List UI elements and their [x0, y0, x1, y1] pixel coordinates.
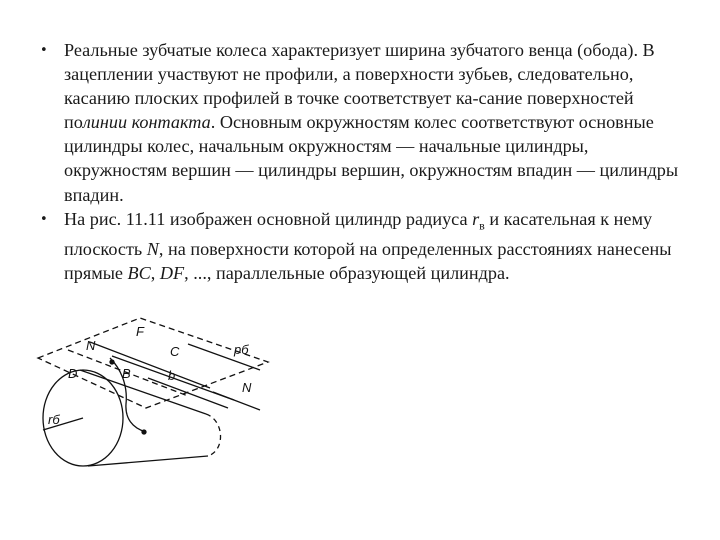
label-b-point: B	[122, 366, 131, 381]
text-run: ,	[150, 263, 160, 284]
bullet-text-2	[64, 207, 680, 286]
bullet-marker: •	[40, 211, 48, 227]
subscript: в	[479, 218, 485, 233]
text-run-italic: DF	[159, 263, 185, 284]
label-d: D	[68, 366, 78, 381]
text-run: , ..., параллельные образующей цилиндра.	[184, 263, 510, 284]
bullet-item-1	[40, 38, 680, 207]
text-run-italic: r	[472, 208, 480, 229]
bullet-text-1	[64, 38, 680, 207]
bullet-item-2	[40, 207, 680, 286]
label-rb: rб	[48, 412, 60, 427]
plane-n-arrow	[213, 392, 260, 410]
text-run: и касательная к нему плоскость	[64, 208, 653, 260]
text-run-italic: BC	[127, 263, 151, 284]
label-n-right: N	[242, 380, 252, 395]
text-run: . Основным окружностям колес соответствуют основные цилиндры колес, начальным окружностям — начальные цилиндры, окружностям вершин — цилиндры вершин, окружностям впадин — цилиндры впадин.	[64, 112, 679, 205]
text-run-italic: N	[146, 239, 159, 260]
label-n-left: N	[86, 338, 96, 353]
point-bottom	[142, 430, 146, 434]
label-f: F	[136, 324, 144, 339]
text-run-italic: линии контакта	[82, 112, 211, 133]
text-run: , на поверхности которой на определенных расстояниях нанесены прямые	[64, 239, 672, 284]
text-run: Реальные зубчатые колеса характеризует ширина зубчатого венца (обода). В зацеплении участвуют не профили, а поверхности зубьев, следовательно, касанию плоских профилей в точке соответствует ка-сание поверхностей по	[64, 40, 655, 133]
dim-pb	[188, 344, 260, 370]
label-c: C	[170, 344, 180, 359]
bullet-list	[40, 38, 680, 286]
label-b-width: b	[168, 368, 176, 383]
cylinder-back-face	[206, 414, 221, 456]
label-pb: pб	[234, 342, 249, 357]
bullet-marker: •	[40, 43, 48, 58]
cylinder-figure	[28, 300, 298, 470]
text-run: На рис. 11.11 изображен основной цилиндр радиуса	[64, 208, 473, 229]
tangent-plane-outline	[38, 318, 268, 408]
point-b	[110, 360, 114, 364]
